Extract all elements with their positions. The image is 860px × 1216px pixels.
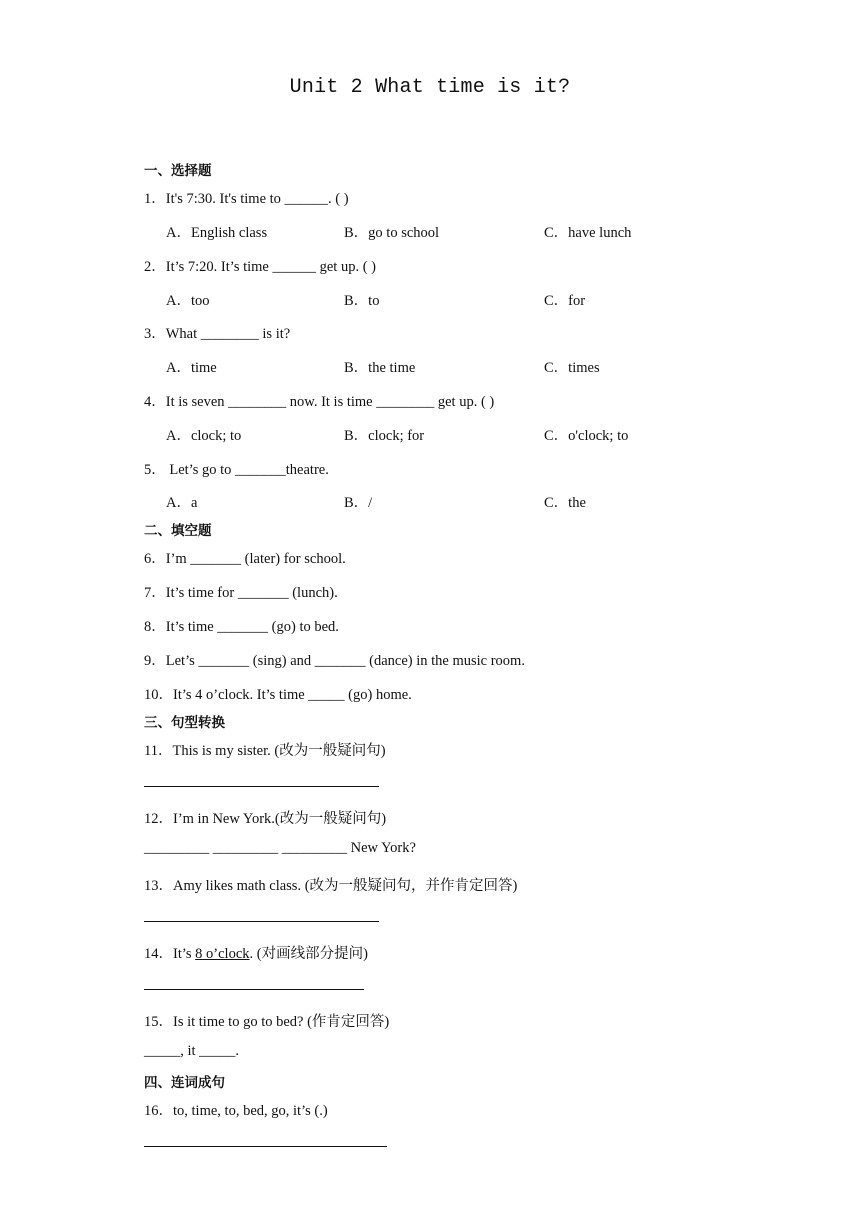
q3-option-a: A．time	[166, 360, 217, 376]
answer-line-14	[144, 989, 364, 990]
question-8: 8．It’s time _______ (go) to bed.	[144, 619, 339, 635]
q2-option-c: C．for	[544, 293, 586, 309]
q5-option-b: B．/	[344, 495, 373, 511]
answer-line-13	[144, 921, 379, 922]
question-7: 7．It’s time for _______ (lunch).	[144, 585, 338, 601]
question-12: 12．I’m in New York.(改为一般疑问句)	[144, 811, 387, 827]
q4-option-b: B．clock; for	[344, 428, 425, 444]
q2-option-a: A．too	[166, 293, 210, 309]
question-13: 13．Amy likes math class. (改为一般疑问句，并作肯定回答)	[144, 878, 518, 894]
q1-option-b: B．go to school	[344, 225, 440, 241]
q4-option-a: A．clock; to	[166, 428, 242, 444]
q1-option-a: A．English class	[166, 225, 268, 241]
q5-option-a: A．a	[166, 495, 198, 511]
question-3: 3．What ________ is it?	[144, 326, 291, 342]
question-1: 1．It's 7:30. It's time to ______. ( )	[144, 191, 349, 207]
answer-line-16	[144, 1146, 387, 1147]
answer-12: _________ _________ _________ New York?	[144, 840, 416, 856]
section-heading-transform: 三、句型转换	[144, 715, 225, 731]
answer-line-11	[144, 786, 379, 787]
section-heading-fill: 二、填空题	[144, 523, 212, 539]
q14-underlined-part: 8 o’clock	[195, 946, 250, 962]
q2-option-b: B．to	[344, 293, 380, 309]
q4-option-c: C．o'clock; to	[544, 428, 629, 444]
q3-option-c: C．times	[544, 360, 600, 376]
q5-option-c: C．the	[544, 495, 586, 511]
q1-option-c: C．have lunch	[544, 225, 632, 241]
q3-option-b: B．the time	[344, 360, 416, 376]
question-14	[144, 942, 368, 963]
answer-15: _____, it _____.	[144, 1043, 240, 1059]
question-6: 6．I’m _______ (later) for school.	[144, 551, 346, 567]
question-16: 16．to, time, to, bed, go, it’s (.)	[144, 1103, 328, 1119]
q14-suffix: . (对画线部分提问)	[249, 946, 368, 962]
question-15: 15．Is it time to go to bed? (作肯定回答)	[144, 1014, 390, 1030]
question-2: 2．It’s 7:20. It’s time ______ get up. ( )	[144, 259, 376, 275]
section-heading-choice: 一、选择题	[144, 163, 212, 179]
section-heading-arrange: 四、连词成句	[144, 1075, 225, 1091]
question-4: 4．It is seven ________ now. It is time ________ get up. ( )	[144, 394, 495, 410]
question-9: 9．Let’s _______ (sing) and _______ (dance) in the music room.	[144, 653, 525, 669]
question-11: 11．This is my sister. (改为一般疑问句)	[144, 743, 386, 759]
page-title: Unit 2 What time is it?	[289, 76, 571, 99]
q14-prefix: 14．It’s	[144, 946, 196, 962]
question-10: 10．It’s 4 o’clock. It’s time _____ (go) home.	[144, 687, 412, 703]
question-5: 5． Let’s go to _______theatre.	[144, 462, 329, 478]
